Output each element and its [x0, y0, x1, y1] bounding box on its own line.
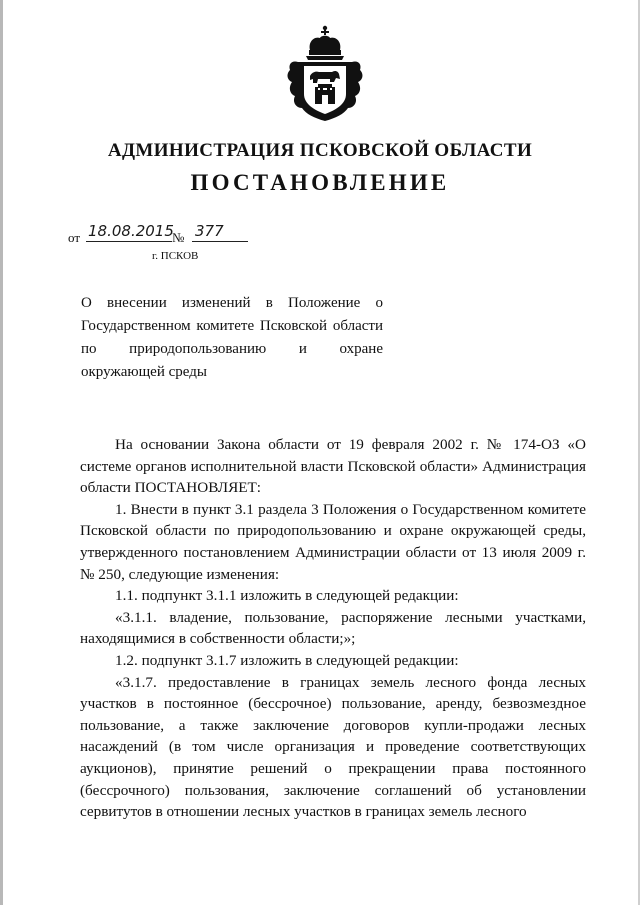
scan-edge-left — [0, 0, 3, 905]
number-prefix-label: № — [172, 230, 185, 245]
document-subject — [81, 292, 383, 384]
date-underline — [86, 241, 172, 242]
body-paragraph: 1.2. подпункт 3.1.7 изложить в следующей редакции: — [115, 651, 459, 669]
organization-title: АДМИНИСТРАЦИЯ ПСКОВСКОЙ ОБЛАСТИ — [107, 140, 533, 161]
city-label: г. ПСКОВ — [152, 250, 199, 262]
body-paragraph: На основании Закона области от 19 февраля 2002 г. № 174-ОЗ «О системе органов исполнительной власти Псковской области» Администрация области ПОСТАНОВЛЯЕТ: — [80, 436, 586, 497]
body-paragraph: «3.1.1. владение, пользование, распоряжение лесными участками, находящимися в собственности области;»; — [80, 608, 586, 648]
document-date-number-row — [68, 222, 258, 246]
handwritten-number: 377 — [195, 222, 224, 240]
pskov-coat-of-arms-icon — [284, 24, 366, 124]
body-paragraph: «3.1.7. предоставление в границах земель лесного фонда лесных участков в постоянное (бессрочное) пользование, аренду, безвозмездное пользование, а также заключение договоров купли-продажи лесных насаждений (в том числе организация и проведение соответствующих аукционов), принятие решений о прекращении права постоянного (бессрочного) пользования, заключение соглашений об установлении сервитутов в отношении лесных участков в границах земель лесного — [80, 673, 586, 821]
document-body — [80, 434, 586, 823]
date-prefix-label: от — [68, 230, 81, 245]
number-underline — [192, 241, 248, 242]
subject-text: О внесении изменений в Положение о Государственном комитете Псковской области по природопользованию и охране окружающей среды — [81, 295, 383, 380]
body-paragraph: 1. Внести в пункт 3.1 раздела 3 Положения о Государственном комитете Псковской области по природопользованию и охране окружающей среды, утвержденного постановлением Администрации области от 13 июля 2009 г. № 250, следующие изменения: — [80, 500, 586, 583]
handwritten-date: 18.08.2015 — [88, 222, 174, 240]
body-paragraph: 1.1. подпункт 3.1.1 изложить в следующей редакции: — [115, 587, 459, 605]
document-type-title: ПОСТАНОВЛЕНИЕ — [190, 170, 450, 195]
